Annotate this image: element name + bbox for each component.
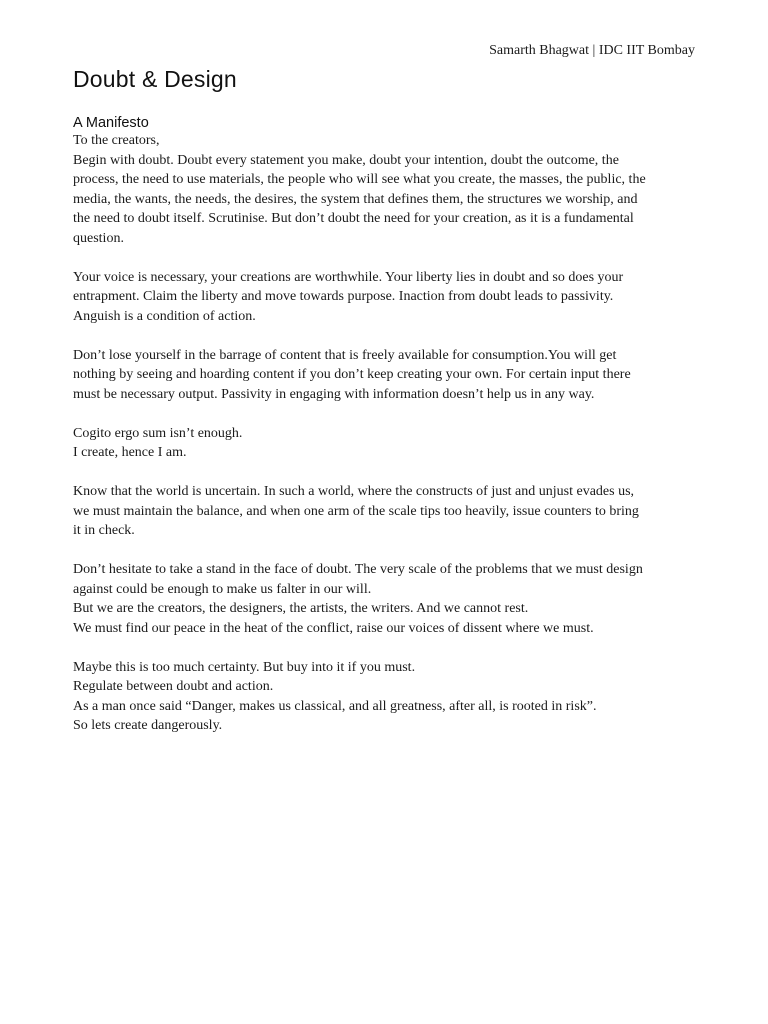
document-title: Doubt & Design: [73, 66, 237, 92]
text-line: must be necessary output. Passivity in engaging with information doesn’t help us in any way.: [73, 386, 595, 402]
paragraph-5: [73, 482, 695, 541]
text-line: against could be enough to make us falter in our will.: [73, 581, 372, 597]
text-line: Your voice is necessary, your creations are worthwhile. Your liberty lies in doubt and so does your: [73, 269, 624, 285]
text-line: Don’t lose yourself in the barrage of content that is freely available for consumption.You will get: [73, 347, 617, 363]
paragraph-3: [73, 346, 695, 405]
text-line: Don’t hesitate to take a stand in the face of doubt. The very scale of the problems that we must design: [73, 562, 643, 577]
text-line: As a man once said “Danger, makes us classical, and all greatness, after all, is rooted in risk”.: [73, 698, 597, 714]
text-line: nothing by seeing and hoarding content if you don’t keep creating your own. For certain input there: [73, 367, 631, 382]
text-line: entrapment. Claim the liberty and move towards purpose. Inaction from doubt leads to passivity.: [73, 289, 614, 304]
paragraph-6: [73, 560, 695, 638]
paragraph-7: [73, 658, 695, 736]
paragraph-1: [73, 131, 695, 248]
text-line: Maybe this is too much certainty. But buy into it if you must.: [73, 659, 416, 675]
text-line: the need to doubt itself. Scrutinise. But don’t doubt the need for your creation, as it is a fundamental: [73, 211, 634, 226]
text-line: Know that the world is uncertain. In such a world, where the constructs of just and unjust evades us,: [73, 484, 635, 499]
text-line: process, the need to use materials, the people who will see what you create, the masses, the public, the: [73, 172, 646, 187]
text-line: media, the wants, the needs, the desires, the system that defines them, the structures we worship, and: [73, 191, 638, 207]
text-line: I create, hence I am.: [73, 445, 187, 460]
text-line: But we are the creators, the designers, the artists, the writers. And we cannot rest.: [73, 601, 529, 616]
text-line: Cogito ergo sum isn’t enough.: [73, 425, 243, 441]
text-line: Anguish is a condition of action.: [73, 308, 256, 324]
text-line: it in check.: [73, 523, 135, 538]
text-line: To the creators,: [73, 133, 160, 148]
text-line: Regulate between doubt and action.: [73, 679, 274, 694]
document-subtitle: A Manifesto: [73, 115, 149, 131]
manifesto-body: [73, 131, 695, 755]
text-line: We must find our peace in the heat of the conflict, raise our voices of dissent where we must.: [73, 620, 594, 636]
paragraph-2: [73, 268, 695, 327]
text-line: we must maintain the balance, and when one arm of the scale tips too heavily, issue counters to bring: [73, 503, 639, 519]
paragraph-4: [73, 424, 695, 463]
author-affiliation-header: Samarth Bhagwat | IDC IIT Bombay: [489, 43, 695, 58]
text-line: So lets create dangerously.: [73, 718, 223, 733]
text-line: Begin with doubt. Doubt every statement you make, doubt your intention, doubt the outcome, the: [73, 152, 619, 168]
text-line: question.: [73, 230, 124, 246]
